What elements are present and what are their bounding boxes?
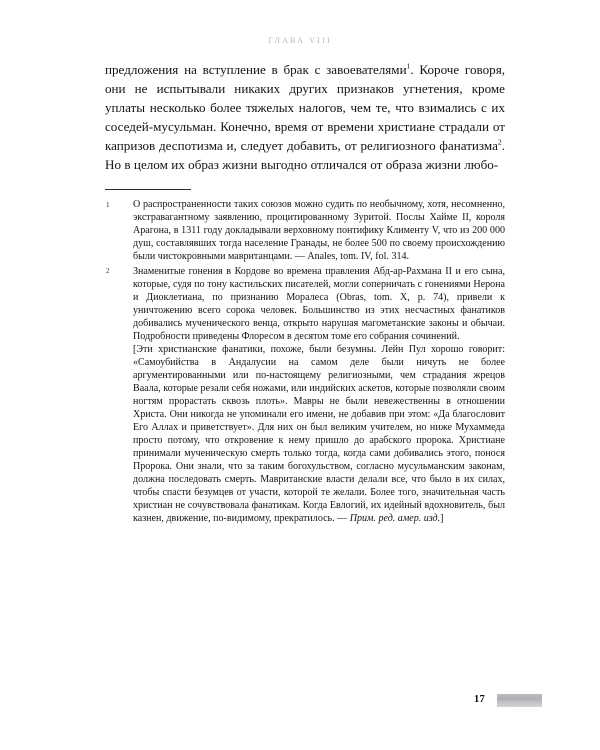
footnote-2-editor-note-body: [Эти христианские фанатики, похоже, были безумны. Лейн Пул хорошо говорит: «Самоубийства в Андалусии на самом деле были ничуть не более аргументированными или по-настоящему религиозными, чем страдания жрецов Ваала, которые резали себя ножами, или индийских аскетов, которые позволяли своим ногтям прорастать сквозь плоть». Мавры не были невежественны в отношении Христа. Они никогда не упоминали его имени, не добавив при этом: «Да благословит Его Аллах и приветствует». Для них он был великим учителем, но ниже Мухаммеда просто потому, что откровение к нему пришло до арабского пророка. Христиане принимали мученическую смерть только тогда, когда сами добивались этого, понося Пророка. Они знали, что за таким богохульством, согласно мусульманским законам, должна последовать смерть. Мавританские власти делали все, что было в их силах, чтобы спасти безумцев от участи, которой те желали. Более того, значительная часть христиан не сочувствовала фанатикам. Когда Евлогий, их идейный вдохновитель, был казнен, движение, по-видимому, прекратилось. —	[133, 343, 505, 524]
footnote-2-editor-note-bracket: ]	[440, 512, 444, 524]
body-paragraph	[105, 60, 505, 174]
footnote-2-editor-note-attribution: Прим. ред. амер. изд.	[349, 512, 441, 524]
body-paragraph-part-1: предложения на вступление в брак с завоевателями	[105, 62, 407, 77]
footnote-1-text: О распространенности таких союзов можно судить по необычному, хотя, несомненно, экстравагантному заявлению, процитированному Зуритой. Послы Хайме II, короля Арагона, в 1311 году докладывали верховному понтифику Клименту V, что из 200 000 душ, составлявших тогда население Гранады, не более 500 по своему происхождению были чистокровными мавританцами. — Anales, tom. IV, fol. 314.	[133, 199, 505, 262]
footnotes-block	[105, 198, 505, 526]
footnote-reference-1[interactable]: 1	[406, 61, 411, 71]
footnote-separator-rule	[105, 189, 191, 190]
running-head: ГЛАВА VIII	[268, 36, 332, 45]
footnote-marker-1: 1	[106, 200, 110, 209]
obscured-watermark	[497, 694, 542, 707]
footnote-2	[105, 265, 505, 525]
page-number: 17	[474, 694, 485, 705]
footnote-2-text: Знаменитые гонения в Кордове во времена правления Абд-ар-Рахмана II и его сына, которые, судя по тону кастильских писателей, могли соперничать с гонениями Нерона и Диоклетиана, по признанию Моралеса (Obras, tom. X, p. 74), привели к уничтожению всего сорока человек. Большинство из этих несчастных фанатиков добивались мученического венца, открыто нарушая магометанские законы и обычаи. Подробности приведены Флоресом в десятом томе его собрания сочинений.	[133, 265, 505, 342]
body-paragraph-part-2: . Короче говоря, они не испытывали никаких других признаков угнетения, кроме уплаты несколько более тяжелых налогов, чем те, что взимались с их соседей-мусульман. Конечно, время от времени христиане страдали от капризов деспотизма и, следует добавить, от религиозного фанатизма	[105, 62, 506, 154]
body-text-block	[105, 60, 505, 174]
footnote-marker-2: 2	[106, 267, 110, 275]
footnote-reference-2[interactable]: 2	[497, 137, 502, 147]
footnote-2-editor-note	[133, 343, 505, 525]
body-paragraph-part-3: . Но в целом их образ жизни выгодно отличался от образа жизни любо-	[105, 138, 505, 173]
footnote-1	[105, 198, 505, 263]
